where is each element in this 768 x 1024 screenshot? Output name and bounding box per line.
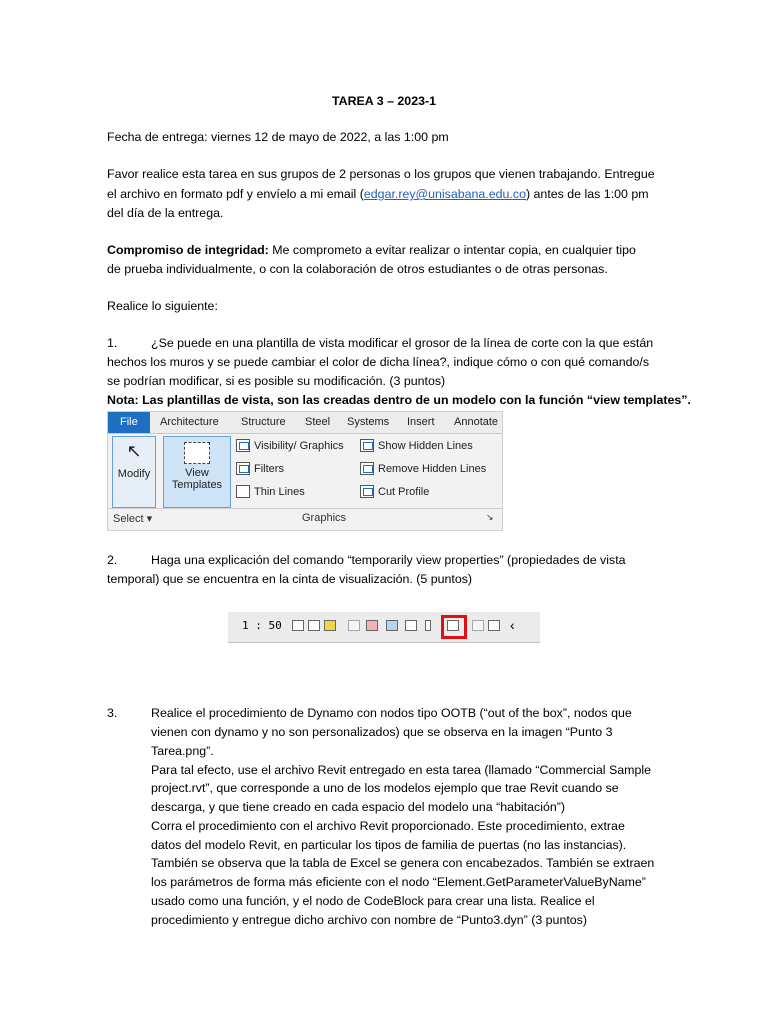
- tab-structure: Structure: [241, 416, 286, 428]
- ribbon-tabs: [108, 412, 502, 434]
- unlock-3d-view-icon: [405, 620, 417, 631]
- email-link[interactable]: edgar.rey@unisabana.edu.co: [363, 187, 526, 201]
- due-date: Fecha de entrega: viernes 12 de mayo de 2022, a las 1:00 pm: [107, 130, 449, 144]
- sun-path-icon: [324, 620, 336, 631]
- graphics-panel-label: Graphics: [302, 512, 347, 524]
- cut-profile-tool: [360, 485, 429, 498]
- tab-insert: Insert: [407, 416, 435, 428]
- thin-lines-icon: [236, 485, 250, 498]
- integrity-label: Compromiso de integridad:: [107, 243, 269, 257]
- visibility-graphics-icon: [236, 439, 250, 452]
- filters-icon: [236, 462, 250, 475]
- filters-label: Filters: [254, 462, 284, 475]
- q3-line: También se observa que la tabla de Excel se genera con encabezados. También se extraen: [151, 856, 655, 870]
- q1-line-2: hechos los muros y se puede cambiar el color de dicha línea?, indique cómo o con qué comando/s: [107, 355, 650, 369]
- page-title: TAREA 3 – 2023-1: [332, 94, 436, 108]
- view-control-bar-image: [228, 612, 540, 643]
- remove-hidden-lines-label: Remove Hidden Lines: [378, 462, 487, 475]
- intro-line-1: Favor realice esta tarea en sus grupos de 2 personas o los grupos que vienen trabajando. Entregue: [107, 167, 655, 181]
- remove-hidden-lines-tool: [360, 462, 486, 475]
- q3-line: Para tal efecto, use el archivo Revit entregado en esta tarea (llamado “Commercial Sample: [151, 763, 651, 777]
- q3-line: Corra el procedimiento con el archivo Revit proporcionado. Este procedimiento, extrae: [151, 819, 625, 833]
- integrity-line-2: de prueba individualmente, o con la colaboración de otros estudiantes o de otras personas.: [107, 262, 608, 276]
- revit-ribbon-image: [107, 411, 503, 531]
- select-panel-label: [113, 512, 152, 525]
- q1-line-1: ¿Se puede en una plantilla de vista modificar el grosor de la línea de corte con la que están: [151, 336, 654, 350]
- show-hidden-lines-tool: [360, 439, 473, 452]
- temporary-view-properties-icon: [447, 620, 459, 631]
- thin-lines-tool: [236, 485, 305, 498]
- cut-profile-label: Cut Profile: [378, 485, 430, 498]
- scale-readout: 1 : 50: [242, 619, 282, 632]
- tab-systems: Systems: [347, 416, 390, 428]
- thin-lines-label: Thin Lines: [254, 485, 305, 498]
- view-templates-icon: [184, 442, 210, 464]
- q3-line: vienen con dynamo y no son personalizados) que se observa en la imagen “Punto 3: [151, 725, 613, 739]
- crop-view-icon: [366, 620, 378, 631]
- analytical-model-icon: [488, 620, 500, 631]
- q1-note: Nota: Las plantillas de vista, son las creadas dentro de un modelo con la función “view templates”.: [107, 393, 691, 407]
- show-hidden-lines-label: Show Hidden Lines: [378, 439, 473, 452]
- q3-line: datos del modelo Revit, en particular los tipos de familia de puertas (no las instancias).: [151, 838, 627, 852]
- cut-profile-icon: [360, 485, 374, 498]
- q3-line: project.rvt”, que corresponde a uno de los modelos ejemplo que trae Revit cuando se: [151, 781, 619, 795]
- tab-file: File: [108, 412, 150, 433]
- view-templates-button: [163, 436, 231, 508]
- modify-button: [112, 436, 156, 508]
- q2-number: 2.: [107, 553, 118, 567]
- q2-line-2: temporal) que se encuentra en la cinta de visualización. (5 puntos): [107, 572, 473, 586]
- integrity-text: Me comprometo a evitar realizar o intentar copia, en cualquier tipo: [268, 243, 636, 257]
- reveal-hidden-icon: [472, 620, 484, 631]
- remove-hidden-lines-icon: [360, 462, 374, 475]
- q1-line-3: se podrían modificar, si es posible su modificación. (3 puntos): [107, 374, 446, 388]
- cursor-icon: ↖: [126, 441, 142, 461]
- tab-steel: Steel: [305, 416, 331, 428]
- shadows-icon: [348, 620, 360, 631]
- tab-annotate: Annotate: [454, 416, 499, 428]
- visibility-graphics-label: Visibility/ Graphics: [254, 439, 344, 452]
- visual-style-icon: [308, 620, 320, 631]
- view-templates-label-1: View: [185, 467, 209, 479]
- q3-line: procedimiento y entregue dicho archivo con nombre de “Punto3.dyn” (3 puntos): [151, 913, 587, 927]
- integrity-line-1: [107, 241, 636, 259]
- q2-line-1: Haga una explicación del comando “temporarily view properties” (propiedades de vista: [151, 553, 626, 567]
- chevron-left-icon: ‹: [510, 617, 515, 633]
- show-crop-region-icon: [386, 620, 398, 631]
- select-label: Select: [113, 513, 144, 525]
- panel-launcher-icon: ↘: [486, 512, 494, 522]
- intro-line-2: [107, 185, 649, 203]
- q3-line: usado como una función, y el nodo de CodeBlock para crear una lista. Realice el: [151, 894, 595, 908]
- temporary-hide-isolate-icon: [425, 620, 431, 631]
- intro-line-2-pre: el archivo en formato pdf y envíelo a mi email (: [107, 187, 364, 201]
- chevron-down-icon: ▾: [146, 513, 153, 525]
- intro-line-2-post: ) antes de las 1:00 pm: [525, 187, 649, 201]
- filters-tool: [236, 462, 284, 475]
- show-hidden-lines-icon: [360, 439, 374, 452]
- detail-level-icon: [292, 620, 304, 631]
- q3-line: descarga, y que tiene creado en cada espacio del modelo una “habitación”): [151, 800, 565, 814]
- modify-label: Modify: [117, 468, 151, 480]
- q3-line: Realice el procedimiento de Dynamo con nodos tipo OOTB (“out of the box”, nodos que: [151, 706, 632, 720]
- intro-line-3: del día de la entrega.: [107, 206, 224, 220]
- instructions-heading: Realice lo siguiente:: [107, 299, 218, 313]
- visibility-graphics-tool: [236, 439, 344, 452]
- q3-number: 3.: [107, 706, 118, 720]
- ribbon-divider: [108, 508, 502, 509]
- q3-line: los parámetros de forma más eficiente con el nodo “Element.GetParameterValueByName”: [151, 875, 646, 889]
- tab-architecture: Architecture: [160, 416, 219, 428]
- q1-number: 1.: [107, 336, 118, 350]
- q3-line: Tarea.png”.: [151, 744, 214, 758]
- view-templates-label-2: Templates: [171, 479, 223, 491]
